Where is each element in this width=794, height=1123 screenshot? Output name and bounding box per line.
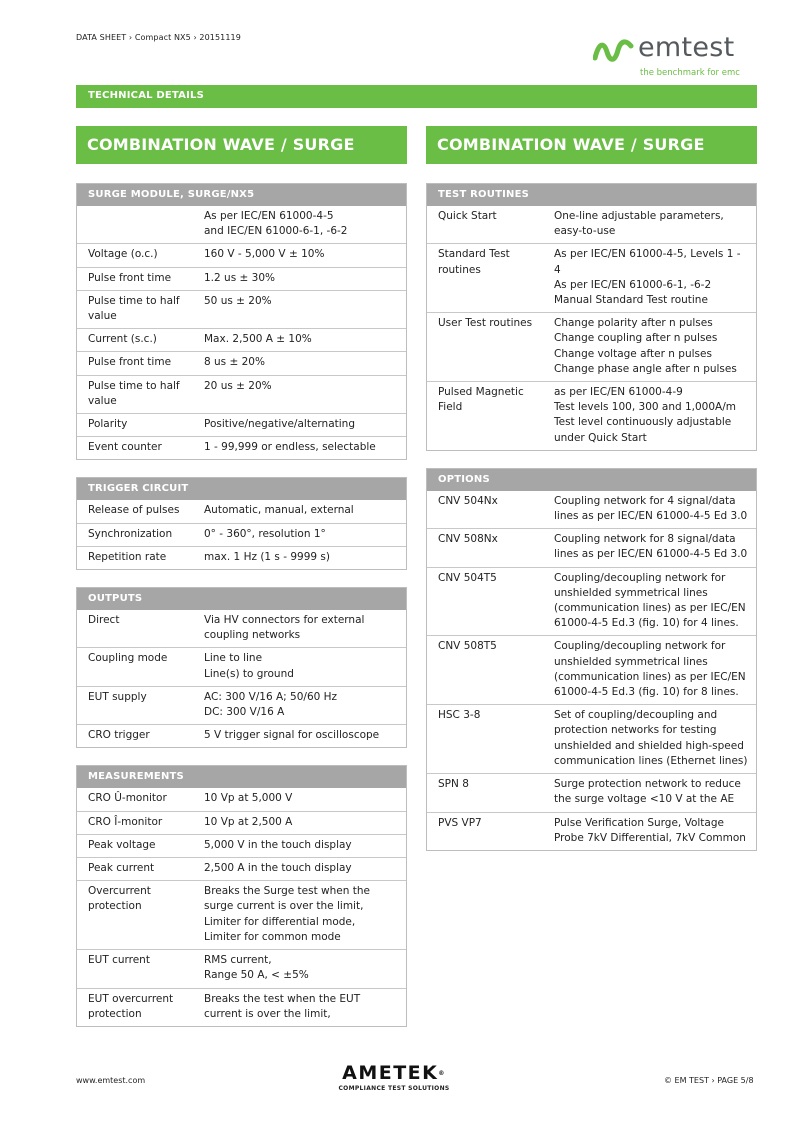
right-column bbox=[426, 126, 757, 851]
spec-label: CNV 504T5 bbox=[438, 571, 497, 584]
spec-value: One-line adjustable parameters, easy-to-use bbox=[554, 210, 724, 238]
spec-value: 10 Vp at 2,500 A bbox=[204, 815, 293, 828]
spec-row bbox=[77, 290, 406, 328]
spec-section bbox=[426, 183, 757, 451]
spec-row bbox=[427, 312, 756, 381]
spec-value: Change polarity after n pulses Change coupling after n pulses Change voltage after n pulses Change phase angle after n pulses bbox=[554, 317, 737, 375]
spec-value: 20 us ± 20% bbox=[204, 379, 272, 392]
spec-label: Repetition rate bbox=[88, 550, 167, 563]
spec-row bbox=[427, 773, 756, 811]
spec-row bbox=[77, 686, 406, 724]
spec-row bbox=[77, 523, 406, 546]
spec-row bbox=[427, 812, 756, 850]
spec-label: SPN 8 bbox=[438, 778, 469, 791]
spec-row bbox=[77, 949, 406, 987]
spec-row bbox=[77, 988, 406, 1026]
spec-label bbox=[77, 209, 204, 239]
spec-label: Coupling mode bbox=[88, 652, 168, 665]
spec-row bbox=[427, 491, 756, 528]
spec-label: User Test routines bbox=[438, 317, 533, 330]
spec-value: 160 V - 5,000 V ± 10% bbox=[204, 248, 325, 261]
spec-label: CNV 508T5 bbox=[438, 640, 497, 653]
spec-label: Pulse front time bbox=[88, 356, 172, 369]
spec-row bbox=[77, 788, 406, 810]
section-title: SURGE MODULE, SURGE/NX5 bbox=[77, 184, 406, 206]
spec-value: 0° - 360°, resolution 1° bbox=[204, 527, 326, 540]
spec-label: HSC 3-8 bbox=[438, 709, 481, 722]
spec-row bbox=[427, 704, 756, 773]
spec-row bbox=[77, 811, 406, 834]
section-title: OPTIONS bbox=[427, 469, 756, 491]
column-heading: COMBINATION WAVE / SURGE bbox=[426, 126, 757, 164]
spec-row bbox=[77, 610, 406, 647]
spec-label: Current (s.c.) bbox=[88, 333, 157, 346]
spec-value: Coupling/decoupling network for unshielded symmetrical lines (communication lines) as per IEC/EN 61000-4-5 Ed.3 (fig. 10) for 8 lines. bbox=[554, 640, 746, 699]
spec-row bbox=[77, 351, 406, 374]
spec-row bbox=[427, 243, 756, 312]
brand-wordmark: emtest bbox=[638, 32, 735, 63]
spec-row bbox=[77, 834, 406, 857]
spec-value: Coupling/decoupling network for unshielded symmetrical lines (communication lines) as per IEC/EN 61000-4-5 Ed.3 (fig. 10) for 4 lines. bbox=[554, 571, 746, 630]
spec-label: EUT current bbox=[88, 954, 150, 967]
spec-row bbox=[77, 436, 406, 459]
section-bar: TECHNICAL DETAILS bbox=[76, 85, 757, 108]
spec-row bbox=[77, 328, 406, 351]
emtest-logo bbox=[593, 32, 757, 80]
spec-value: as per IEC/EN 61000-4-9 Test levels 100, 300 and 1,000A/m Test level continuously adjustable under Quick Start bbox=[554, 386, 736, 444]
spec-label: CRO Û-monitor bbox=[88, 792, 167, 805]
footer-website: www.emtest.com bbox=[76, 1076, 146, 1085]
spec-section bbox=[76, 183, 407, 460]
spec-row bbox=[427, 635, 756, 704]
spec-label: EUT overcurrent protection bbox=[88, 992, 174, 1020]
spec-value: RMS current, Range 50 A, < ±5% bbox=[204, 954, 309, 982]
spec-value: 1.2 us ± 30% bbox=[204, 271, 275, 284]
spec-label: Pulsed Magnetic Field bbox=[438, 386, 524, 414]
left-column bbox=[76, 126, 407, 1027]
spec-label: Release of pulses bbox=[88, 504, 180, 517]
spec-label: CNV 508Nx bbox=[438, 533, 498, 546]
spec-value: Surge protection network to reduce the surge voltage <10 V at the AE bbox=[554, 778, 741, 806]
spec-value: Breaks the Surge test when the surge current is over the limit, Limiter for differential mode, Limiter for common mode bbox=[204, 885, 370, 943]
spec-row bbox=[77, 413, 406, 436]
spec-label: CRO Î-monitor bbox=[88, 815, 163, 828]
spec-label: Pulse time to half value bbox=[88, 379, 180, 407]
spec-label: Pulse time to half value bbox=[88, 294, 180, 323]
ametek-subtitle: COMPLIANCE TEST SOLUTIONS bbox=[338, 1085, 450, 1092]
spec-value: Line to line Line(s) to ground bbox=[204, 652, 294, 680]
spec-section bbox=[76, 587, 407, 748]
spec-row bbox=[77, 647, 406, 685]
spec-value: 50 us ± 20% bbox=[204, 294, 272, 307]
spec-row bbox=[77, 880, 406, 949]
spec-row bbox=[77, 267, 406, 290]
emtest-wave-icon bbox=[593, 38, 635, 64]
spec-section bbox=[426, 468, 757, 851]
brand-tagline: the benchmark for emc bbox=[640, 68, 740, 78]
section-title: MEASUREMENTS bbox=[77, 766, 406, 788]
spec-label: Synchronization bbox=[88, 527, 173, 540]
spec-label: Event counter bbox=[88, 441, 162, 454]
spec-value: Coupling network for 4 signal/data lines as per IEC/EN 61000-4-5 Ed 3.0 bbox=[554, 494, 748, 523]
page-number: © EM TEST › PAGE 5/8 bbox=[664, 1076, 754, 1085]
spec-row bbox=[77, 243, 406, 266]
spec-label: Direct bbox=[88, 614, 120, 627]
spec-value: Breaks the test when the EUT current is over the limit, bbox=[204, 992, 361, 1020]
spec-row bbox=[427, 381, 756, 450]
spec-row bbox=[77, 546, 406, 569]
spec-row bbox=[427, 567, 756, 636]
spec-label: Polarity bbox=[88, 418, 128, 431]
spec-value: 5 V trigger signal for oscilloscope bbox=[204, 729, 380, 742]
spec-value: max. 1 Hz (1 s - 9999 s) bbox=[204, 550, 330, 563]
breadcrumb: DATA SHEET › Compact NX5 › 20151119 bbox=[76, 33, 241, 42]
spec-value: 1 - 99,999 or endless, selectable bbox=[204, 441, 376, 454]
section-title: OUTPUTS bbox=[77, 588, 406, 610]
spec-row bbox=[77, 500, 406, 522]
spec-value: As per IEC/EN 61000-4-5 and IEC/EN 61000-6-1, -6-2 bbox=[204, 210, 348, 238]
ametek-wordmark: AMETEK bbox=[342, 1062, 439, 1084]
spec-row bbox=[427, 206, 756, 243]
spec-value: 2,500 A in the touch display bbox=[204, 862, 352, 875]
spec-label: Overcurrent protection bbox=[88, 885, 151, 913]
spec-value: Pulse Verification Surge, Voltage Probe 7kV Differential, 7kV Common bbox=[554, 816, 746, 844]
spec-label: Peak voltage bbox=[88, 838, 156, 851]
spec-value: Set of coupling/decoupling and protection networks for testing unshielded and shielded high-speed communication lines (Ethernet lines) bbox=[554, 709, 748, 767]
spec-row bbox=[77, 375, 406, 413]
spec-section bbox=[76, 765, 407, 1026]
spec-label: CRO trigger bbox=[88, 729, 150, 742]
spec-row bbox=[77, 857, 406, 880]
spec-value: As per IEC/EN 61000-4-5, Levels 1 - 4 As per IEC/EN 61000-6-1, -6-2 Manual Standard Test routine bbox=[554, 248, 741, 307]
spec-value: Positive/negative/alternating bbox=[204, 418, 355, 431]
spec-label: Peak current bbox=[88, 862, 155, 875]
spec-label: PVS VP7 bbox=[438, 816, 482, 829]
spec-label: Standard Test routines bbox=[438, 248, 510, 276]
spec-value: 8 us ± 20% bbox=[204, 356, 265, 369]
spec-value: 10 Vp at 5,000 V bbox=[204, 792, 293, 805]
spec-row bbox=[77, 206, 406, 243]
spec-value: Automatic, manual, external bbox=[204, 504, 354, 517]
ametek-logo: AMETEK® COMPLIANCE TEST SOLUTIONS bbox=[332, 1064, 456, 1092]
spec-row bbox=[77, 724, 406, 747]
spec-section bbox=[76, 477, 407, 570]
spec-row bbox=[427, 528, 756, 566]
section-title: TRIGGER CIRCUIT bbox=[77, 478, 406, 500]
spec-value: Coupling network for 8 signal/data lines as per IEC/EN 61000-4-5 Ed 3.0 bbox=[554, 533, 748, 561]
spec-value: Max. 2,500 A ± 10% bbox=[204, 333, 312, 346]
spec-label: CNV 504Nx bbox=[438, 494, 498, 507]
spec-label: Voltage (o.c.) bbox=[88, 248, 158, 261]
spec-value: Via HV connectors for external coupling networks bbox=[204, 614, 365, 642]
spec-label: Pulse front time bbox=[88, 271, 172, 284]
spec-label: Quick Start bbox=[438, 210, 497, 222]
section-title: TEST ROUTINES bbox=[427, 184, 756, 206]
spec-value: 5,000 V in the touch display bbox=[204, 838, 352, 851]
column-heading: COMBINATION WAVE / SURGE bbox=[76, 126, 407, 164]
spec-label: EUT supply bbox=[88, 690, 147, 703]
spec-value: AC: 300 V/16 A; 50/60 Hz DC: 300 V/16 A bbox=[204, 690, 338, 719]
